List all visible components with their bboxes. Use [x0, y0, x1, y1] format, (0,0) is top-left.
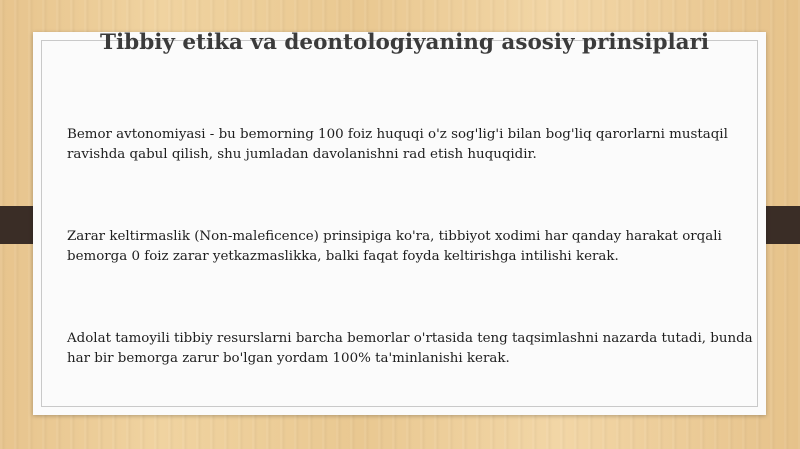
paragraph-justice: Adolat tamoyili tibbiy resurslarni barcha bemorlar o'rtasida teng taqsimlashni nazarda tutadi, bunda har bir bemorga zarur bo'lgan yordam 100% ta'minlanishi kerak. — [67, 331, 753, 366]
slide-title: Tibbiy etika va deontologiyaning asosiy prinsiplari — [100, 30, 710, 55]
paragraph-non-maleficence: Zarar keltirmaslik (Non-maleficence) prinsipiga ko'ra, tibbiyot xodimi har qanday harakat orqali bemorga 0 foiz zarar yetkazmaslikka, balki faqat foyda keltirishga intilishi kerak. — [67, 229, 722, 264]
paragraph-autonomy: Bemor avtonomiyasi - bu bemorning 100 foiz huquqi o'z sog'lig'i bilan bog'liq qarorlarni mustaqil ravishda qabul qilish, shu jumladan davolanishni rad etish huquqidir. — [67, 127, 728, 162]
